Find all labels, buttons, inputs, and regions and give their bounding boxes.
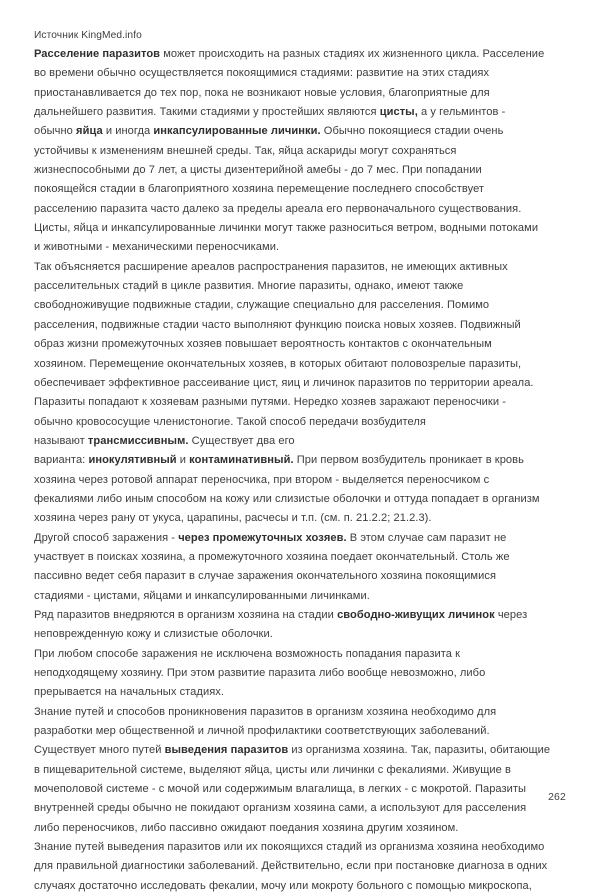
body-paragraph: Существует много путей выведения паразитов из организма хозяина. Так, паразиты, обитающие в пищеварительной системе, выделяют яйца, цисты или личинки с фекалиями. Живущие в мочеполовой системе - с мочой или содержимым влагалища, в легких - с мокротой. Паразиты внутренней среды обычно не покидают организм хозяина сами, а используют для расселения либо переносчиков, либо пассивно ожидают поедания хозяина другим хозяином. <box>34 744 551 834</box>
document-body <box>34 45 566 896</box>
body-paragraph: Знание путей выведения паразитов или их покоящихся стадий из организма хозяина необходимо для правильной диагностики заболеваний. Действительно, если при постановке диагноза в одних случаях достаточно исследовать фекалии, мочу или мокроту больного с помощью микроскопа, <box>34 841 548 892</box>
body-paragraph: При любом способе заражения не исключена возможность попадания паразита к неподходящему хозяину. При этом развитие паразита либо вообще невозможно, либо прерывается на начальных стадиях. <box>34 647 486 699</box>
body-paragraph: Расселение паразитов может происходить на разных стадиях их жизненного цикла. Расселение во времени обычно осуществляется покоящимися стадиями: развитие на этих стадиях приостанавливается до тех пор, пока не возникают новые условия, благоприятные для дальнейшего развития. Такими стадиями у простейших являются цисты, а у гельминтов - обычно яйца и иногда инкапсулированные личинки. Обычно покоящиеся стадии очень устойчивы к изменениям внешней среды. Так, яйца аскариды могут сохраняться жизнеспособными до 7 лет, а цисты дизентерийной амебы - до 7 мес. При попадании покоящейся стадии в благоприятного хозяина перемещение последнего способствует расселению паразита часто далеко за пределы ареала его первоначального существования. Цисты, яйца и инкапсулированные личинки могут также разноситься ветром, водными потоками и животными - механическими переносчиками. <box>34 48 545 254</box>
source-attribution: Источник KingMed.info <box>34 30 142 41</box>
body-paragraph: Паразиты попадают к хозяевам разными путями. Нередко хозяев заражают переносчики - обычно кровососущие членистоногие. Такой способ передачи возбудителя называют трансмиссивным. Существует два его варианта: инокулятивный и контаминативный. При первом возбудитель проникает в кровь хозяина через ротовой аппарат переносчика, при втором - выделяется переносчиком с фекалиями либо иным способом на кожу или слизистые оболочки и оттуда попадает в организм хозяина через рану от укуса, царапины, расчесы и т.п. (см. п. 21.2.2; 21.2.3). <box>34 396 540 525</box>
body-paragraph: Так объясняется расширение ареалов распространения паразитов, не имеющих активных расселительных стадий в цикле развития. Многие паразиты, однако, имеют также свободноживущие подвижные стадии, служащие специально для расселения. Помимо расселения, подвижные стадии часто выполняют функцию поиска новых хозяев. Подвижный образ жизни промежуточных хозяев повышает вероятность контактов с окончательным хозяином. Перемещение окончательных хозяев, в которых обитают половозрелые паразиты, обеспечивает эффективное рассеивание цист, яиц и личинок паразитов по территории ареала. <box>34 260 534 389</box>
body-paragraph: Ряд паразитов внедряются в организм хозяина на стадии свободно-живущих личинок через неповрежденную кожу и слизистые оболочки. <box>34 608 528 641</box>
page-number: 262 <box>548 792 566 803</box>
body-paragraph: Другой способ заражения - через промежуточных хозяев. В этом случае сам паразит не участвует в поисках хозяина, а промежуточного хозяина поедает окончательный. Столь же пассивно ведет себя паразит в случае заражения окончательного хозяина покоящимися стадиями - цистами, яйцами и инкапсулированными личинками. <box>34 531 510 602</box>
body-paragraph: Знание путей и способов проникновения паразитов в организм хозяина необходимо для разработки мер общественной и личной профилактики соответствующих заболеваний. <box>34 705 497 738</box>
